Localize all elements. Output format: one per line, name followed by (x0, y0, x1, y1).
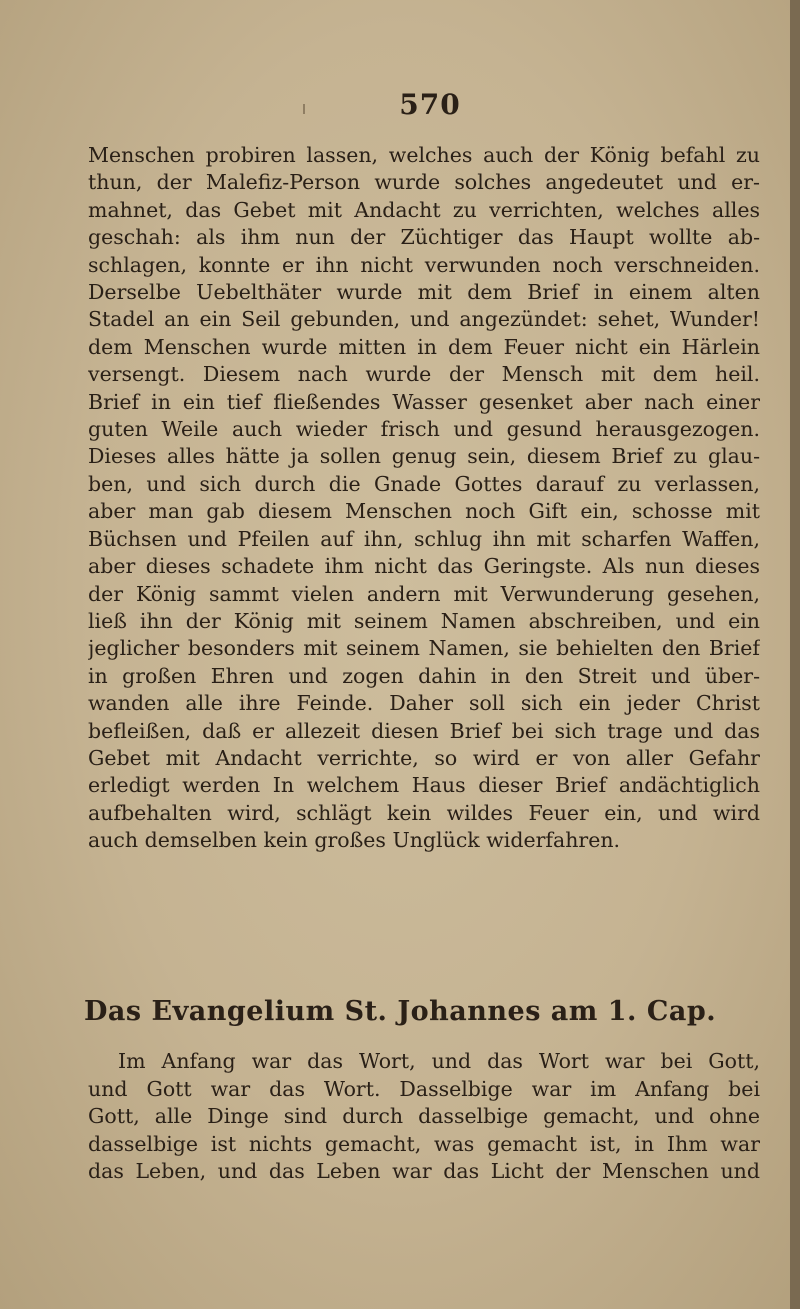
text-line: thun, der Malefiz-Person wurde solches angedeutet und er- (88, 170, 760, 195)
body-paragraph (88, 142, 760, 855)
section-heading: Das Evangelium St. Johannes am 1. Cap. (84, 996, 717, 1027)
text-line: Dieses alles hätte ja sollen genug sein, diesem Brief zu glau- (88, 444, 760, 469)
text-line: versengt. Diesem nach wurde der Mensch mit dem heil. (88, 362, 760, 387)
text-line: ließ ihn der König mit seinem Namen abschreiben, und ein (88, 608, 760, 633)
gospel-line: dasselbige ist nichts gemacht, was gemacht ist, in Ihm war (88, 1131, 760, 1156)
text-line: in großen Ehren und zogen dahin in den Streit und über- (88, 663, 760, 688)
text-line: befleißen, daß er allezeit diesen Brief bei sich trage und das (88, 718, 760, 743)
text-line: Derselbe Uebelthäter wurde mit dem Brief in einem alten (88, 280, 760, 305)
text-line: Büchsen und Pfeilen auf ihn, schlug ihn mit scharfen Waffen, (88, 526, 760, 551)
text-line: aber dieses schadete ihm nicht das Geringste. Als nun dieses (88, 554, 760, 579)
text-line: aber man gab diesem Menschen noch Gift ein, schosse mit (88, 499, 760, 524)
text-line: Stadel an ein Seil gebunden, und angezündet: sehet, Wunder! (88, 307, 760, 332)
text-line: auch demselben kein großes Unglück widerfahren. (88, 828, 621, 853)
text-line: jeglicher besonders mit seinem Namen, sie behielten den Brief (88, 636, 760, 661)
text-line: schlagen, konnte er ihn nicht verwunden noch verschneiden. (88, 252, 760, 277)
text-line: Gebet mit Andacht verrichte, so wird er von aller Gefahr (88, 745, 760, 770)
gospel-paragraph (88, 1048, 760, 1186)
page-edge (790, 0, 800, 1309)
text-line: Menschen probiren lassen, welches auch der König befahl zu (88, 143, 760, 167)
gospel-line: und Gott war das Wort. Dasselbige war im Anfang bei (88, 1076, 760, 1101)
text-line: aufbehalten wird, schlägt kein wildes Feuer ein, und wird (88, 800, 760, 825)
text-line: erledigt werden In welchem Haus dieser Brief andächtiglich (88, 773, 760, 798)
text-line: mahnet, das Gebet mit Andacht zu verrichten, welches alles (88, 197, 760, 222)
gospel-line: Im Anfang war das Wort, und das Wort war bei Gott, (118, 1049, 760, 1073)
text-line: der König sammt vielen andern mit Verwunderung gesehen, (88, 581, 760, 606)
text-line: dem Menschen wurde mitten in dem Feuer nicht ein Härlein (88, 334, 760, 359)
text-line: geschah: als ihm nun der Züchtiger das Haupt wollte ab- (88, 225, 760, 250)
text-line: Brief in ein tief fließendes Wasser gesenket aber nach einer (88, 389, 760, 414)
text-line: guten Weile auch wieder frisch und gesund herausgezogen. (88, 417, 760, 442)
text-line: wanden alle ihre Feinde. Daher soll sich ein jeder Christ (88, 691, 760, 716)
gospel-line: Gott, alle Dinge sind durch dasselbige gemacht, und ohne (88, 1104, 760, 1129)
print-mark (303, 104, 305, 114)
page-number: 570 (399, 88, 461, 121)
text-line: ben, und sich durch die Gnade Gottes darauf zu verlassen, (88, 471, 760, 496)
gospel-line: das Leben, und das Leben war das Licht der Menschen und (88, 1159, 760, 1184)
